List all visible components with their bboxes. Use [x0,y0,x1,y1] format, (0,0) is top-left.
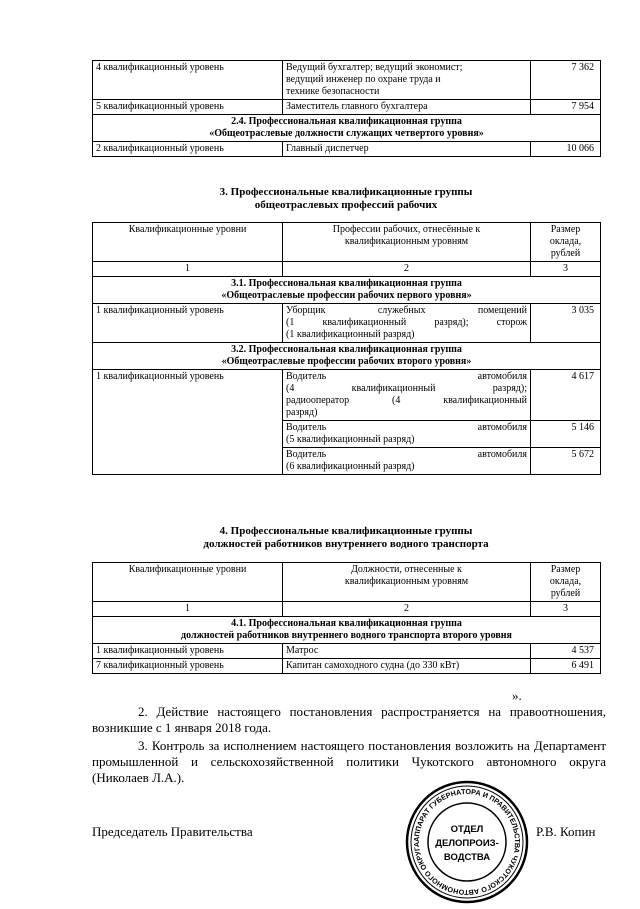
position-cell: Водитель автомобиля (5 квалификационный разряд) [283,421,531,448]
group-header-row [93,617,601,644]
salary-cell: 4 537 [531,644,601,659]
stamp-seal [405,780,529,904]
level-cell: 4 квалификационный уровень [93,61,283,100]
paragraph-3: 3. Контроль за исполнением настоящего постановления возложить на Департамент промышленной и сельскохозяйственной политики Чукотского автономного округа (Николаев Л.А.). [92,738,606,785]
level-cell: 7 квалификационный уровень [93,659,283,674]
position-cell: Капитан самоходного судна (до 330 кВт) [283,659,531,674]
table-row [93,370,601,421]
group-header-row [93,277,601,304]
signature-name: Р.В. Копин [536,824,596,839]
group-title: 3.2. Профессиональная квалификационная группа «Общеотраслевые профессии рабочих второго уровня» [93,343,601,370]
closing-quote: ». [512,688,522,703]
salary-cell: 5 672 [531,448,601,475]
position-cell: Водитель автомобиля (4 квалификационный разряд); радиооператор (4 квалификационный разряд) [283,370,531,421]
table-header-row [93,563,601,602]
paragraph-2: 2. Действие настоящего постановления распространяется на правоотношения, возникшие с 1 января 2018 года. [92,704,606,735]
table-row [93,304,601,343]
position-cell: Главный диспетчер [283,142,531,157]
section-3-table [92,222,601,475]
salary-cell: 7 954 [531,100,601,115]
level-cell: 1 квалификационный уровень [93,370,283,475]
group-title: 4.1. Профессиональная квалификационная группа должностей работников внутреннего водного транспорта второго уровня [93,617,601,644]
salary-cell: 6 491 [531,659,601,674]
position-cell: Заместитель главного бухгалтера [283,100,531,115]
salary-cell: 7 362 [531,61,601,100]
index-row [93,262,601,277]
salary-cell: 3 035 [531,304,601,343]
index-cell: 1 [93,262,283,277]
section-4-table [92,562,601,674]
level-cell: 5 квалификационный уровень [93,100,283,115]
salary-cell: 5 146 [531,421,601,448]
group-header-row [93,115,601,142]
column-header: Профессии рабочих, отнесённые к квалификационным уровням [283,223,531,262]
column-header: Размер оклада, рублей [531,563,601,602]
stamp-line-1: ОТДЕЛ [450,824,484,835]
column-header: Должности, отнесенные к квалификационным уровням [283,563,531,602]
index-cell: 3 [531,262,601,277]
level-cell: 2 квалификационный уровень [93,142,283,157]
table-row [93,142,601,157]
index-row [93,602,601,617]
signature-title: Председатель Правительства [92,824,253,839]
salary-cell: 4 617 [531,370,601,421]
section-4-heading: 4. Профессиональные квалификационные группы должностей работников внутреннего водного транспорта [203,525,489,550]
index-cell: 2 [283,602,531,617]
section-3-heading: 3. Профессиональные квалификационные группы общеотраслевых профессий рабочих [219,186,473,211]
salary-cell: 10 066 [531,142,601,157]
position-cell: Водитель автомобиля (6 квалификационный разряд) [283,448,531,475]
stamp-ring-text: АППАРАТ ГУБЕРНАТОРА И ПРАВИТЕЛЬСТВА ЧУКОТСКОГО АВТОНОМНОГО ОКРУГА [411,786,523,898]
position-cell: Уборщик служебных помещений (1 квалификационный разряд); сторож (1 квалификационный разряд) [283,304,531,343]
group-header-row [93,343,601,370]
index-cell: 1 [93,602,283,617]
top-table [92,60,601,157]
column-header: Размер оклада, рублей [531,223,601,262]
group-title: 2.4. Профессиональная квалификационная группа «Общеотраслевые должности служащих четвертого уровня» [93,115,601,142]
table-row [93,644,601,659]
index-cell: 2 [283,262,531,277]
index-cell: 3 [531,602,601,617]
group-title: 3.1. Профессиональная квалификационная группа «Общеотраслевые профессии рабочих первого уровня» [93,277,601,304]
level-cell: 1 квалификационный уровень [93,304,283,343]
official-stamp [405,780,529,904]
table-row [93,659,601,674]
stamp-line-3: ВОДСТВА [443,852,491,863]
level-cell: 1 квалификационный уровень [93,644,283,659]
position-cell: Матрос [283,644,531,659]
column-header: Квалификационные уровни [93,223,283,262]
stamp-line-2: ДЕЛОПРОИЗ- [435,838,499,849]
table-row [93,61,601,100]
position-cell: Ведущий бухгалтер; ведущий экономист; ведущий инженер по охране труда и технике безопасности [283,61,531,100]
table-row [93,100,601,115]
table-header-row [93,223,601,262]
column-header: Квалификационные уровни [93,563,283,602]
